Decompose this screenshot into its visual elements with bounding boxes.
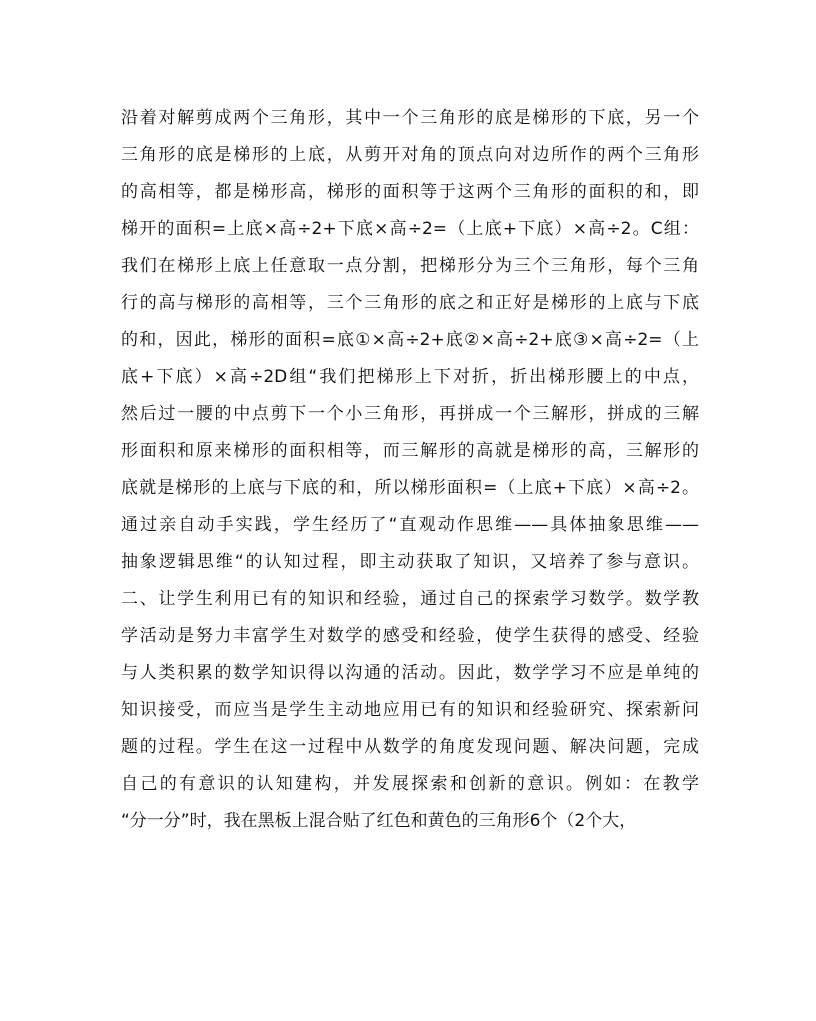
text-line: 学活动是努力丰富学生对数学的感受和经验，使学生获得的感受、经验 <box>121 626 699 646</box>
text-line: 底+下底）×高÷2D组“我们把梯形上下对折，折出梯形腰上的中点， <box>121 367 699 387</box>
text-line: 然后过一腰的中点剪下一个小三角形，再拼成一个三解形，拼成的三解 <box>121 404 699 424</box>
text-line: 梯开的面积=上底×高÷2+下底×高÷2=（上底+下底）×高÷2。C组： <box>121 219 699 239</box>
text-line: 二、让学生利用已有的知识和经验，通过自己的探索学习数学。数学教 <box>121 589 699 609</box>
body-text <box>121 100 699 840</box>
text-line: 三角形的底是梯形的上底，从剪开对角的顶点向对边所作的两个三角形 <box>121 145 699 165</box>
text-line: 行的高与梯形的高相等，三个三角形的底之和正好是梯形的上底与下底 <box>121 293 699 313</box>
text-line: 自己的有意识的认知建构，并发展探索和创新的意识。例如：在教学 <box>121 774 699 794</box>
text-line: 通过亲自动手实践，学生经历了“直观动作思维——具体抽象思维—— <box>121 515 699 535</box>
text-line: 的高相等，都是梯形高，梯形的面积等于这两个三角形的面积的和，即 <box>121 182 699 202</box>
text-line: 与人类积累的数学知识得以沟通的活动。因此，数学学习不应是单纯的 <box>121 663 699 683</box>
text-line: 知识接受，而应当是学生主动地应用已有的知识和经验研究、探索新问 <box>121 700 699 720</box>
text-line: 抽象逻辑思维“的认知过程，即主动获取了知识，又培养了参与意识。 <box>121 552 699 572</box>
text-line: “分一分”时，我在黑板上混合贴了红色和黄色的三角形6个（2个大， <box>121 811 637 831</box>
text-line: 我们在梯形上底上任意取一点分割，把梯形分为三个三角形，每个三角 <box>121 256 699 276</box>
text-line: 形面积和原来梯形的面积相等，而三解形的高就是梯形的高，三解形的 <box>121 441 699 461</box>
text-line: 题的过程。学生在这一过程中从数学的角度发现问题、解决问题，完成 <box>121 737 699 757</box>
text-line: 沿着对解剪成两个三角形，其中一个三角形的底是梯形的下底，另一个 <box>121 108 699 128</box>
text-line: 底就是梯形的上底与下底的和，所以梯形面积=（上底+下底）×高÷2。 <box>121 478 699 498</box>
text-line: 的和，因此，梯形的面积=底①×高÷2+底②×高÷2+底③×高÷2=（上 <box>121 330 699 350</box>
